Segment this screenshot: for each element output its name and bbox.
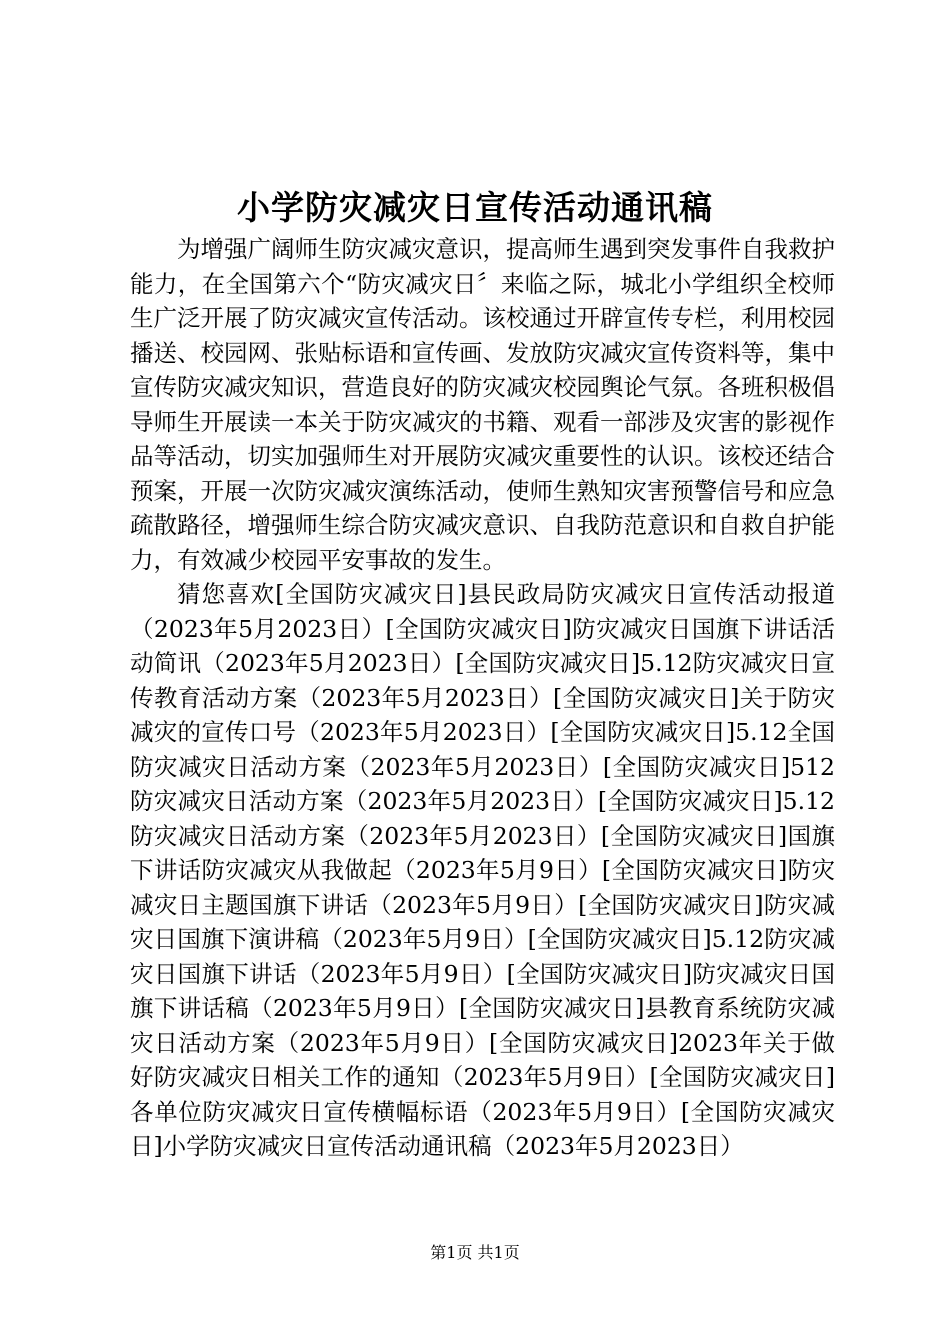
- page-footer: 第1页 共1页: [430, 1243, 520, 1262]
- paragraph-intro: 为增强广阔师生防灾减灾意识，提高师生遇到突发事件自我救护能力，在全国第六个“防灾减灾日〞来临之际，城北小学组织全校师生广泛开展了防灾减灾宣传活动。该校通过开辟宣传专栏，利用校园播送、校园网、张贴标语和宣传画、发放防灾减灾宣传资料等，集中宣传防灾减灾知识，营造良好的防灾减灾校园舆论气氛。各班积极倡导师生开展读一本关于防灾减灾的书籍、观看一部涉及灾害的影视作品等活动，切实加强师生对开展防灾减灾重要性的认识。该校还结合预案，开展一次防灾减灾演练活动，使师生熟知灾害预警信号和应急疏散路径，增强师生综合防灾减灾意识、自我防范意识和自救自护能力，有效减少校园平安事故的发生。: [130, 235, 835, 574]
- paragraph-related-links: 猜您喜欢[全国防灾减灾日]县民政局防灾减灾日宣传活动报道（2023年5月2023日）[全国防灾减灾日]防灾减灾日国旗下讲话活动简讯（2023年5月2023日）[全国防灾减灾日]5.12防灾减灾日宣传教育活动方案（2023年5月2023日）[全国防灾减灾日]关于防灾减灾的宣传口号（2023年5月2023日）[全国防灾减灾日]5.12全国防灾减灾日活动方案（2023年5月2023日）[全国防灾减灾日]512防灾减灾日活动方案（2023年5月2023日）[全国防灾减灾日]5.12防灾减灾日活动方案（2023年5月2023日）[全国防灾减灾日]国旗下讲话防灾减灾从我做起（2023年5月9日）[全国防灾减灾日]防灾减灾日主题国旗下讲话（2023年5月9日）[全国防灾减灾日]防灾减灾日国旗下演讲稿（2023年5月9日）[全国防灾减灾日]5.12防灾减灾日国旗下讲话（2023年5月9日）[全国防灾减灾日]防灾减灾日国旗下讲话稿（2023年5月9日）[全国防灾减灾日]县教育系统防灾减灾日活动方案（2023年5月9日）[全国防灾减灾日]2023年关于做好防灾减灾日相关工作的通知（2023年5月9日）[全国防灾减灾日]各单位防灾减灾日宣传横幅标语（2023年5月9日）[全国防灾减灾日]小学防灾减灾日宣传活动通讯稿（2023年5月2023日）: [130, 580, 835, 1160]
- document-title: 小学防灾减灾日宣传活动通讯稿: [237, 188, 713, 227]
- document-body: [130, 232, 835, 1164]
